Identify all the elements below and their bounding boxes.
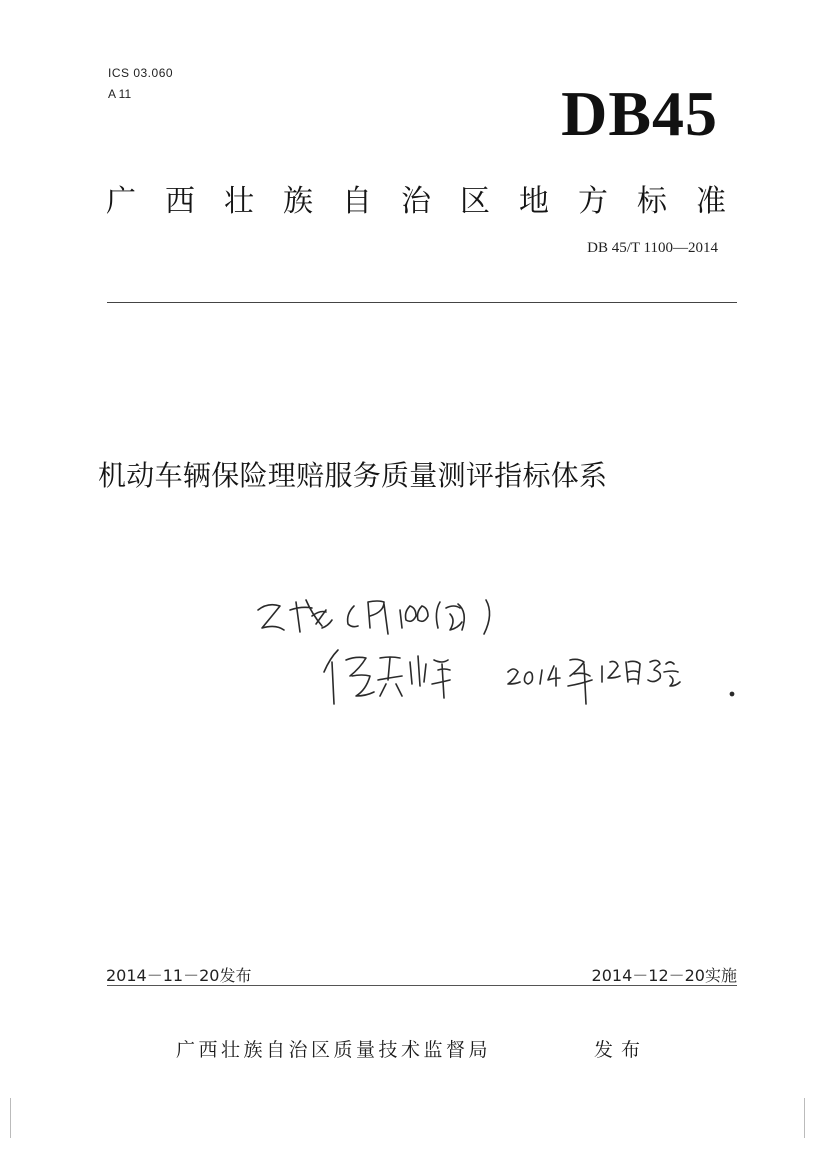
handwritten-signature	[250, 580, 750, 720]
publish-date: 2014－11－20发布	[106, 966, 252, 985]
bottom-divider	[107, 985, 737, 986]
issue-label: 发布	[594, 1039, 649, 1061]
standard-type-char: 广	[106, 184, 136, 219]
classification-code: A 11	[108, 87, 132, 101]
standard-type-char: 壮	[224, 184, 254, 219]
standard-number: DB 45/T 1100—2014	[587, 240, 718, 256]
standard-type-char: 区	[460, 184, 490, 219]
standard-type-char: 西	[165, 184, 195, 219]
standard-type-char: 自	[342, 184, 372, 219]
scan-edge-mark-right	[804, 1098, 805, 1138]
standard-type-heading	[106, 176, 726, 220]
standard-type-char: 族	[283, 184, 313, 219]
standard-type-char: 治	[401, 184, 431, 219]
implement-date: 2014－12－20实施	[591, 966, 737, 985]
scan-edge-mark-left	[10, 1098, 11, 1138]
standard-type-char: 地	[519, 184, 549, 219]
standard-type-char: 标	[637, 184, 667, 219]
issuing-authority: 广西壮族自治区质量技术监督局	[176, 1039, 492, 1061]
document-title: 机动车辆保险理赔服务质量测评指标体系	[98, 459, 608, 492]
standard-type-char: 方	[578, 184, 608, 219]
standard-type-char: 准	[696, 184, 726, 219]
top-divider	[107, 302, 737, 303]
db-logo-code: DB45	[561, 78, 718, 149]
ics-code: ICS 03.060	[108, 66, 174, 80]
